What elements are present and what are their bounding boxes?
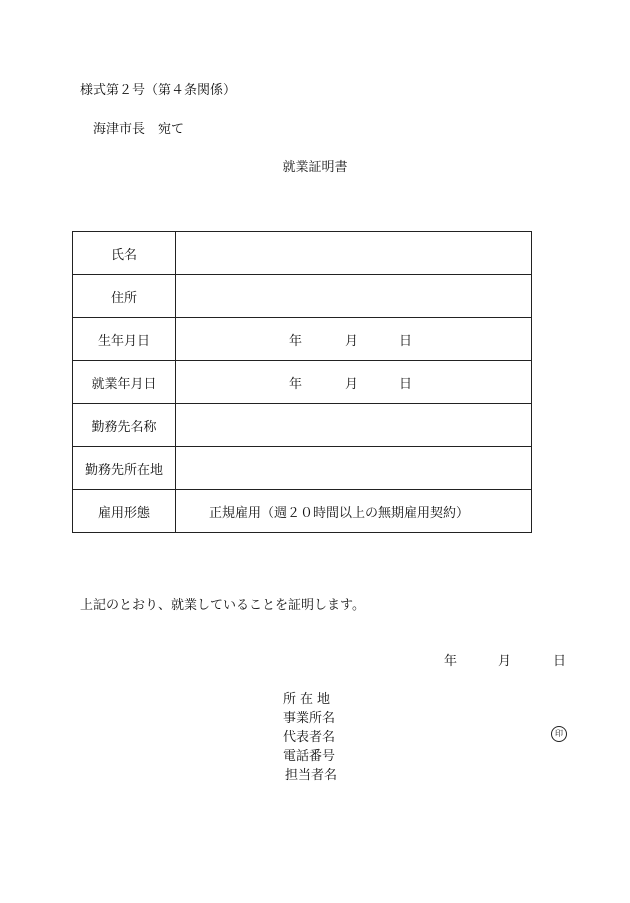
workplace-address-field[interactable] (176, 447, 532, 490)
employment-date-label: 就業年月日 (73, 361, 176, 404)
birthdate-year-label: 年 (289, 334, 303, 349)
employment-type-field (176, 490, 532, 533)
row-address (73, 275, 532, 318)
employment-date-year-label: 年 (289, 377, 303, 392)
row-employment-type (73, 490, 532, 533)
birthdate-field[interactable] (176, 318, 532, 361)
certificate-table (72, 231, 532, 533)
certification-statement: 上記のとおり、就業していることを証明します。 (80, 598, 365, 613)
employment-date-month-label: 月 (345, 377, 359, 392)
birthdate-day-label: 日 (399, 334, 413, 349)
employment-type-value: 正規雇用（週２０時間以上の無期雇用契約） (209, 505, 470, 521)
employment-date-day-label: 日 (399, 377, 413, 392)
workplace-address-label: 勤務先所在地 (73, 447, 176, 490)
address-field[interactable] (176, 275, 532, 318)
signature-representative-label: 代表者名 (283, 730, 336, 745)
birthdate-month-label: 月 (345, 334, 359, 349)
addressee: 海津市長 宛て (93, 122, 185, 137)
issue-year-label: 年 (444, 654, 458, 669)
issue-day-label: 日 (553, 654, 567, 669)
row-workplace-name (73, 404, 532, 447)
signature-person-in-charge-label: 担当者名 (285, 768, 338, 783)
name-field[interactable] (176, 232, 532, 275)
employment-type-label: 雇用形態 (73, 490, 176, 533)
address-label: 住所 (73, 275, 176, 318)
issue-month-label: 月 (498, 654, 512, 669)
signature-office-label: 事業所名 (283, 711, 336, 726)
employment-date-field[interactable] (176, 361, 532, 404)
birthdate-label: 生年月日 (73, 318, 176, 361)
document-title: 就業証明書 (282, 160, 348, 175)
form-number: 様式第２号（第４条関係） (80, 83, 237, 98)
workplace-name-label: 勤務先名称 (73, 404, 176, 447)
workplace-name-field[interactable] (176, 404, 532, 447)
signature-phone-label: 電話番号 (283, 749, 336, 764)
signature-address-label: 所在地 (283, 692, 335, 707)
row-workplace-address (73, 447, 532, 490)
row-employment-date (73, 361, 532, 404)
row-name (73, 232, 532, 275)
row-birthdate (73, 318, 532, 361)
name-label: 氏名 (73, 232, 176, 275)
seal-icon: 印 (551, 726, 567, 742)
